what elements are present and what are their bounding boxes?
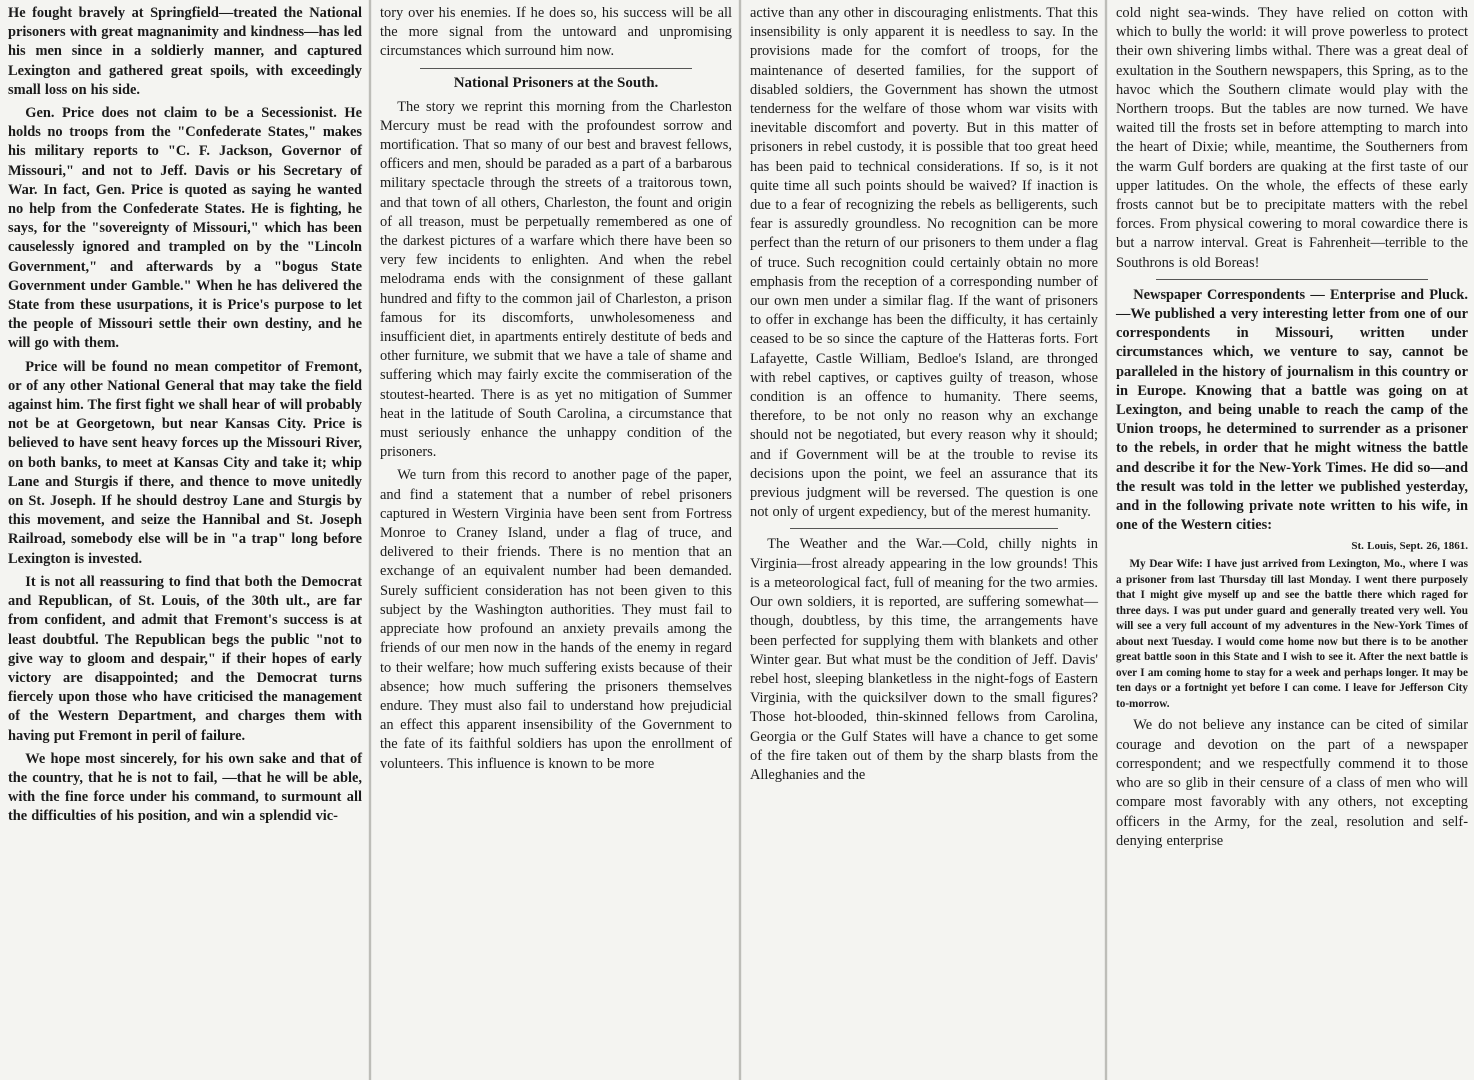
paragraph: tory over his enemies. If he does so, his success will be all the more signal from the untoward and unpromising circumstances which surround him now. — [380, 5, 732, 60]
dateline: St. Louis, Sept. 26, 1861. — [1351, 540, 1468, 553]
column-divider — [369, 0, 371, 1080]
divider-rule — [790, 528, 1058, 529]
paragraph: Gen. Price does not claim to be a Secessionist. He holds no troops from the "Confederate States," makes his military reports to "C. F. Jackson, Governor of Missouri," and not to Jeff. Davis or his Secretary of War. In fact, Gen. Price is quoted as saying he wanted no help from the Confederate States. He is fighting, he says, for the "sovereignty of Missouri," which has been causelessly ignored and trampled on by the "Lincoln Government," and afterwards by a "bogus State Government under Gamble." When he has delivered the State from these usurpations, it is Price's purpose to let the people of Missouri settle their own destiny, and he will go with them. — [8, 105, 362, 352]
paragraph: The story we reprint this morning from the Charleston Mercury must be read with the profoundest sorrow and mortification. That so many of our best and bravest fellows, officers and men, should be paraded as a part of a barbarous military spectacle through the streets of a traitorous town, and that town of all others, Charleston, the fount and origin of all treason, must be perpetually remembered as one of the darkest pictures of a warfare which there have been so very few incidents to enlighten. And when the rebel melodrama ends with the consignment of these gallant hundred and fifty to the common jail of Charleston, a prison famous for its discomforts, unwholesomeness and insufficient diet, in apartments entirely destitute of beds and other furniture, we submit that we have a tale of shame and suffering which may fairly excite the commiseration of the stoutest-hearted. There is as yet no mitigation of Summer heat in the latitude of South Carolina, a circumstance that must seriously enhance the unhappy condition of the prisoners. — [380, 98, 732, 461]
paragraph: cold night sea-winds. They have relied on cotton with which to bully the world: it will prove powerless to protect their own shivering limbs withal. There was a great deal of exultation in the Southern newspapers, this Spring, as to the havoc which the Southern climate would play with the Northern troops. But the tables are now turned. We have waited till the frosts set in before attempting to march into the heart of Dixie; while, meantime, the Southerners from the warm Gulf borders are quaking at the first taste of our upper latitudes. On the whole, the effects of these early frosts cannot but be to precipitate matters with the rebel forces. From physical cowering to moral cowardice there is but a narrow interval. Great is Fahrenheit—terrible to the Southrons is old Boreas! — [1116, 5, 1468, 271]
paragraph: Price will be found no mean competitor of Fremont, or of any other National General that may take the field against him. The first fight we shall hear of will probably not be at Georgetown, but near Kansas City. Price is believed to have sent heavy forces up the Missouri River, on both banks, to meet at Kansas City and take it; whip Lane and Sturgis if there, and thence to move unitedly on St. Joseph. If he should destroy Lane and Sturgis by this movement, and seize the Hannibal and St. Joseph Railroad, somebody else will be in "a trap" long before Lexington is invested. — [8, 358, 363, 567]
column-divider — [739, 0, 741, 1080]
column-divider — [1105, 0, 1107, 1080]
paragraph: active than any other in discouraging enlistments. That this insensibility is only apparent it is needless to say. In the provisions made for the comfort of troops, for the maintenance of deserted families, for the support of disabled soldiers, the Government has shown the utmost tenderness for the welfare of those whom war visits with inevitable discomfort and poverty. But in this matter of prisoners in rebel custody, it is possible that too great heed has been paid to technical considerations. If so, is it not quite time all such points should be waived? If inaction is due to a fear of recognizing the rebels as belligerents, such fear is assuredly groundless. No recognition can be more perfect than the return of our prisoners to them under a flag of truce. Such recognition could certainly obtain no more emphasis from the reception of a corresponding number of our own men under a similar flag. If the want of prisoners to offer in exchange has been the difficulty, it has certainly ceased to be so since the capture of the Hatteras forts. Fort Lafayette, Castle William, Bedloe's Island, are thronged with rebel captives, or captives guilty of treason, whose condition is an offence to humanity. There seems, therefore, to be not only no reason why an exchange should not be negotiated, but every reason why it should; and if Government will be at the trouble to revise its decisions upon the point, we feel an assurance that its previous judgment will be reversed. The question is one not only of urgent expediency, but of the merest humanity. — [750, 5, 1098, 521]
paragraph: We do not believe any instance can be cited of similar courage and devotion on the part of a newspaper correspondent; and we respectfully commend it to those who are so glib in their censure of a class of men who will compare most favorably with any others, not excepting officers in the Army, for the zeal, resolution and self-denying enterprise — [1116, 717, 1468, 849]
divider-rule — [1156, 279, 1428, 280]
column-3 — [742, 0, 1104, 1080]
column-2 — [372, 0, 738, 1080]
paragraph: We hope most sincerely, for his own sake and that of the country, that he is not to fail, —that he will be able, with the fine force under his command, to surmount all the difficulties of his position, and win a splendid vic- — [8, 750, 362, 825]
column-4 — [1108, 0, 1474, 1080]
article-weather: The Weather and the War.—Cold, chilly nights in Virginia—frost already appearing in the low grounds! This is a meteorological fact, full of meaning for the two armies. Our own soldiers, it is reported, are suffering somewhat—though, doubtless, by this time, the arrangements have been perfected for supplying them with blankets and other Winter gear. But what must be the condition of Jeff. Davis' rebel host, sleeping blanketless in the night-fogs of Eastern Virginia, with the quicksilver down to the small figures? Those hot-blooded, thin-skinned fellows from Carolina, Georgia or the Gulf States will have a chance to get some of the fire taken out of them by the sharp blasts from the Alleghanies and the — [750, 536, 1098, 783]
column-1 — [0, 0, 368, 1080]
article-heading: National Prisoners at the South. — [453, 74, 659, 91]
paragraph: It is not all reassuring to find that both the Democrat and Republican, of St. Louis, of the 30th ult., are far from confident, and admit that Fremont's success is at least doubtful. The Republican begs the public "not to give way to gloom and despair," if their hopes of early victory are disappointed; and the Democrat turns fiercely upon those who have criticised the management of the Western Department, and charges them with having put Fremont in peril of failure. — [8, 573, 362, 744]
divider-rule — [420, 68, 692, 69]
paragraph: He fought bravely at Springfield—treated the National prisoners with great magnanimity and kindness—has led his men since in a soldierly manner, and captured Lexington and gathered great spoils, with exceedingly small loss on his side. — [8, 5, 362, 98]
letter-text: My Dear Wife: I have just arrived from Lexington, Mo., where I was a prisoner from last Thursday till last Monday. I went there purposely that I might give myself up and see the battle there which raged for three days. I was put under guard and generally treated very well. You will see a very full account of my adventures in the New-York Times of about next Tuesday. I would come home now but there is to be another great battle soon in this State and I wish to see it. After the next battle is over I am coming home to stay for a week and perhaps longer. It may be ten days or a fortnight yet before I can come. I leave for Jefferson City to-morrow. — [1116, 558, 1468, 710]
paragraph: We turn from this record to another page of the paper, and find a statement that a number of rebel prisoners captured in Western Virginia have been sent from Fortress Monroe to Craney Island, under a flag of truce, and delivered to their friends. There is no mention that an exchange of an equivalent number had been demanded. Surely sufficient consideration has not been given to this subject by the Washington authorities. They must fail to appreciate how profound an anxiety prevails among the friends of our men now in the hands of the enemy in regard to their welfare; how much suffering exists because of their absence; how much suffering the prisoners themselves endure. They must also fail to understand how prejudicial an effect this apparent insensibility of the Government to the fate of its faithful soldiers has upon the enrollment of volunteers. This influence is known to be more — [380, 467, 732, 772]
article-correspondents: Newspaper Correspondents — Enterprise and Pluck.—We published a very interesting letter from one of our correspondents in Missouri, written under circumstances which, we venture to say, cannot be paralleled in the history of journalism in this country or in Europe. Knowing that a battle was going on at Lexington, and being unable to reach the camp of the Union troops, he determined to surrender as a prisoner to the rebels, in order that he might witness the battle and describe it for the New-York Times. He did so—and the result was told in the letter we published yesterday, and in the following private note written to his wife, in one of the Western cities: — [1116, 286, 1468, 534]
